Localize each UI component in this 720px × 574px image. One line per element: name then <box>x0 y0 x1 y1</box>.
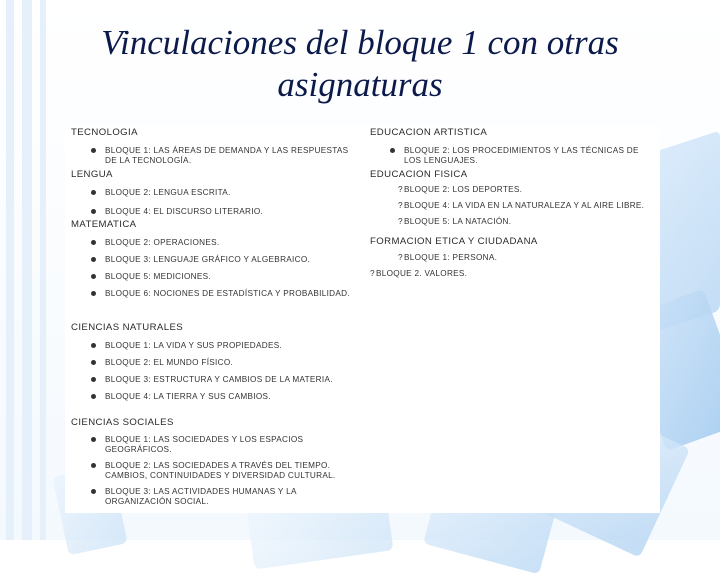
list-item: BLOQUE 2: LENGUA ESCRITA. <box>71 188 361 198</box>
subject-heading: FORMACION ETICA Y CIUDADANA <box>370 236 538 247</box>
list-item: BLOQUE 2: LAS SOCIEDADES A TRAVÉS DEL TIEMPO. CAMBIOS, CONTINUIDADES Y DIVERSIDAD CULTURAL. <box>71 461 361 481</box>
subject-heading: LENGUA <box>71 169 113 180</box>
bullet-icon <box>91 463 96 468</box>
bullet-icon <box>91 489 96 494</box>
bullet-icon <box>91 437 96 442</box>
subject-section-ciencias-naturales <box>71 322 361 402</box>
list-item: ?BLOQUE 4: LA VIDA EN LA NATURALEZA Y AL AIRE LIBRE. <box>398 201 645 210</box>
list-item: ?BLOQUE 2: LOS DEPORTES. <box>398 185 523 194</box>
bullet-marker: ? <box>370 269 375 278</box>
subject-section-lengua <box>71 169 361 217</box>
bullet-icon <box>91 274 96 279</box>
bullet-icon <box>91 209 96 214</box>
subject-heading: CIENCIAS NATURALES <box>71 322 184 333</box>
subject-section-tecnologia <box>71 127 361 166</box>
subject-heading: EDUCACION ARTISTICA <box>370 127 488 138</box>
bullet-icon <box>91 148 96 153</box>
bullet-icon <box>91 343 96 348</box>
subject-heading: MATEMATICA <box>71 219 137 230</box>
list-item: BLOQUE 5: MEDICIONES. <box>71 272 361 282</box>
bullet-marker: ? <box>398 253 403 262</box>
subject-heading: TECNOLOGIA <box>71 127 138 138</box>
list-item: BLOQUE 4: LA TIERRA Y SUS CAMBIOS. <box>71 392 361 402</box>
bullet-icon <box>91 190 96 195</box>
list-item: BLOQUE 2: OPERACIONES. <box>71 238 361 248</box>
list-item: BLOQUE 3: LAS ACTIVIDADES HUMANAS Y LA ORGANIZACIÓN SOCIAL. <box>71 487 361 507</box>
subject-section-educacion-artistica <box>370 127 658 166</box>
list-item: ?BLOQUE 5: LA NATACIÓN. <box>398 217 512 226</box>
slide-title: Vinculaciones del bloque 1 con otras asignaturas <box>101 23 619 104</box>
bullet-icon <box>91 257 96 262</box>
bullet-icon <box>91 240 96 245</box>
list-item: BLOQUE 2: EL MUNDO FÍSICO. <box>71 358 361 368</box>
bullet-marker: ? <box>398 185 403 194</box>
list-item: BLOQUE 1: LAS ÁREAS DE DEMANDA Y LAS RESPUESTAS DE LA TECNOLOGÍA. <box>71 146 361 166</box>
bullet-marker: ? <box>398 217 403 226</box>
subject-section-educacion-fisica <box>370 169 658 227</box>
bullet-icon <box>91 377 96 382</box>
subject-section-ciencias-sociales <box>71 417 361 507</box>
list-item: BLOQUE 6: NOCIONES DE ESTADÍSTICA Y PROBABILIDAD. <box>71 289 361 299</box>
bullet-icon <box>390 148 395 153</box>
subject-heading: CIENCIAS SOCIALES <box>71 417 174 428</box>
list-item: ?BLOQUE 2. VALORES. <box>370 269 468 278</box>
bullet-icon <box>91 394 96 399</box>
content-panel <box>65 125 660 513</box>
list-item: BLOQUE 1: LA VIDA Y SUS PROPIEDADES. <box>71 341 361 351</box>
list-item: BLOQUE 2: LOS PROCEDIMIENTOS Y LAS TÉCNICAS DE LOS LENGUAJES. <box>370 146 658 166</box>
subject-section-matematica <box>71 219 361 299</box>
list-item: BLOQUE 3: LENGUAJE GRÁFICO Y ALGEBRAICO. <box>71 255 361 265</box>
list-item: ?BLOQUE 1: PERSONA. <box>398 253 498 262</box>
list-item: BLOQUE 4: EL DISCURSO LITERARIO. <box>71 207 361 217</box>
subject-section-formacion-etica <box>370 236 658 279</box>
bullet-icon <box>91 291 96 296</box>
bullet-icon <box>91 360 96 365</box>
list-item: BLOQUE 1: LAS SOCIEDADES Y LOS ESPACIOS GEOGRÁFICOS. <box>71 435 361 455</box>
bullet-marker: ? <box>398 201 403 210</box>
subject-heading: EDUCACION FISICA <box>370 169 468 180</box>
list-item: BLOQUE 3: ESTRUCTURA Y CAMBIOS DE LA MATERIA. <box>71 375 361 385</box>
